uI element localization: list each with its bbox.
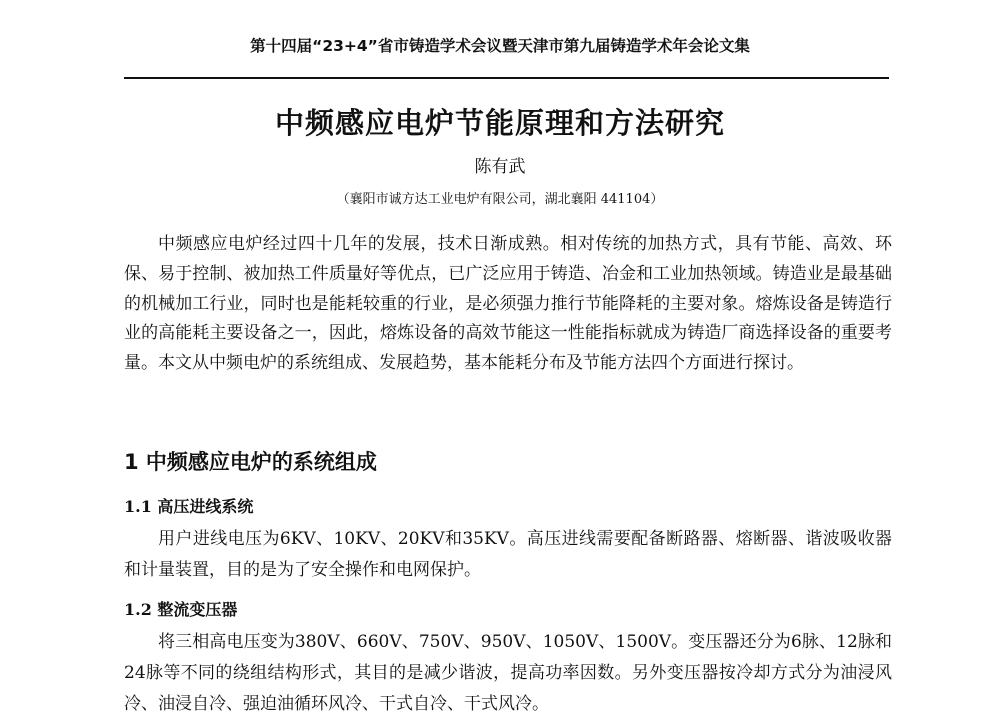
abstract-paragraph: 中频感应电炉经过四十几年的发展，技术日渐成熟。相对传统的加热方式，具有节能、高效、环保、易于控制、被加热工件质量好等优点，已广泛应用于铸造、冶金和工业加热领域。铸造业是最基础的机械加工行业，同时也是能耗较重的行业，是必须强力推行节能降耗的主要对象。熔炼设备是铸造行业的高能耗主要设备之一，因此，熔炼设备的高效节能这一性能指标就成为铸造厂商选择设备的重要考量。本文从中频电炉的系统组成、发展趋势，基本能耗分布及节能方法四个方面进行探讨。 <box>124 234 892 374</box>
section-1-1-heading: 1.1 高压进线系统 <box>124 497 254 516</box>
paper-title: 中频感应电炉节能原理和方法研究 <box>274 106 725 140</box>
paper-author: 陈有武 <box>474 157 526 177</box>
header-rule <box>124 77 889 79</box>
running-header: 第十四届“23+4”省市铸造学术会议暨天津市第九届铸造学术年会论文集 <box>250 37 750 55</box>
section-1-2-heading: 1.2 整流变压器 <box>124 600 238 619</box>
section-1-heading: 1 中频感应电炉的系统组成 <box>124 450 377 474</box>
section-1-1-paragraph: 用户进线电压为6KV、10KV、20KV和35KV。高压进线需要配备断路器、熔断器、谐波吸收器和计量装置，目的是为了安全操作和电网保护。 <box>124 529 892 580</box>
section-1-2-paragraph: 将三相高电压变为380V、660V、750V、950V、1050V、1500V。变压器还分为6脉、12脉和24脉等不同的绕组结构形式，其目的是减少谐波，提高功率因数。另外变压器按冷却方式分为油浸风冷、油浸自冷、强迫油循环风冷、干式自冷、干式风冷。 <box>124 632 892 714</box>
author-affiliation: （襄阳市诚方达工业电炉有限公司，湖北襄阳 441104） <box>336 192 664 207</box>
